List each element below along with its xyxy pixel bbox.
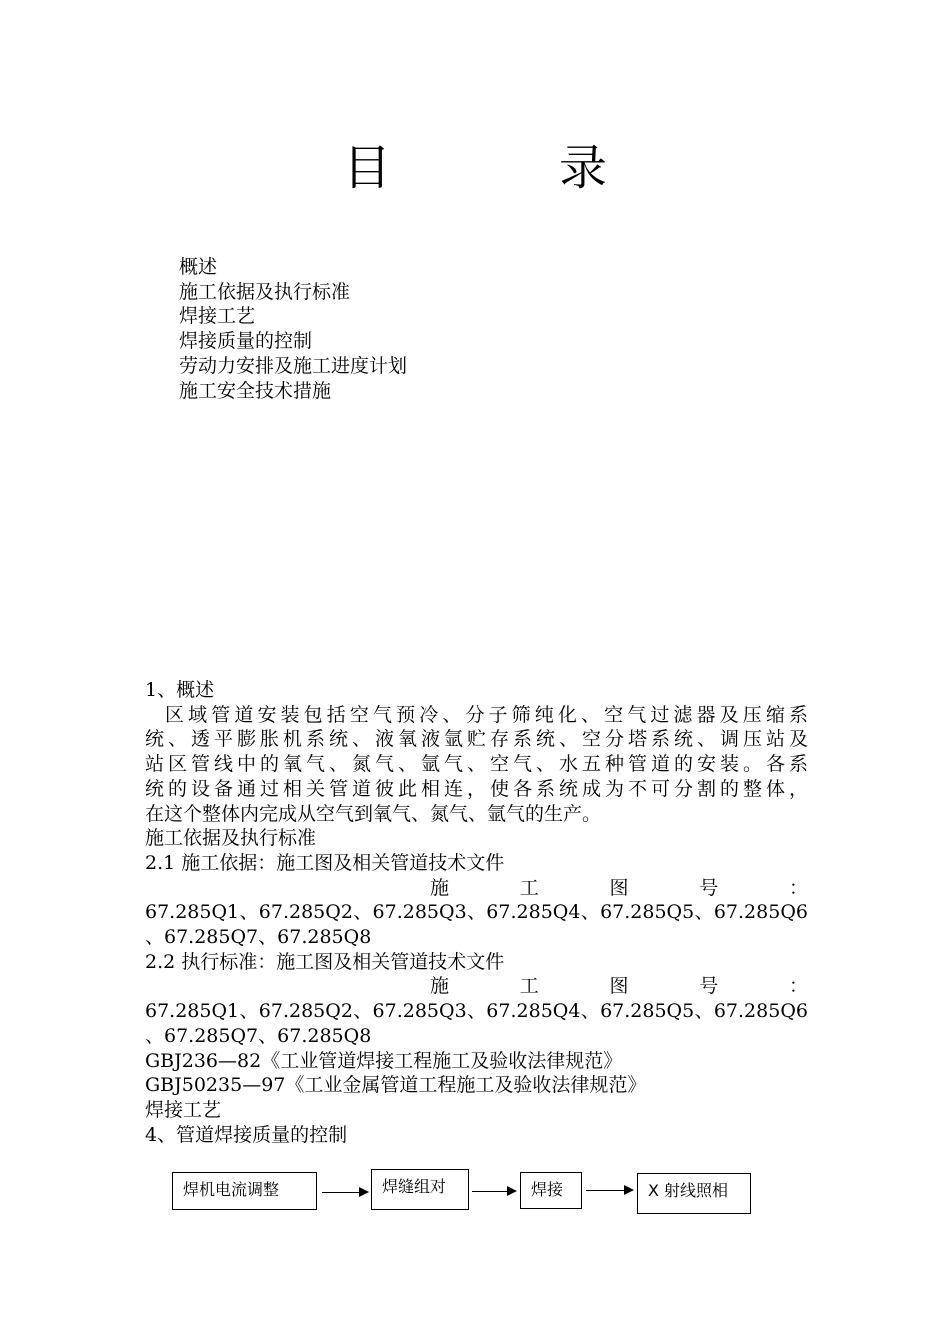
drawing-number-label: 施 工 图 号 ： <box>430 975 808 998</box>
arrow-icon <box>586 1190 632 1191</box>
section-heading: 施工依据及执行标准 <box>145 827 317 850</box>
subsection-heading: 2.2 执行标准：施工图及相关管道技术文件 <box>145 950 505 973</box>
toc-item: 劳动力安排及施工进度计划 <box>179 354 408 377</box>
flow-step-xray: X 射线照相 <box>637 1173 751 1214</box>
toc-item: 施工依据及执行标准 <box>179 280 351 303</box>
page-title: 目 录 <box>342 140 667 196</box>
toc-item: 施工安全技术措施 <box>179 379 332 402</box>
toc-item: 焊接工艺 <box>179 305 256 328</box>
flow-step-welding: 焊接 <box>520 1172 582 1209</box>
flow-step-current-adjust: 焊机电流调整 <box>172 1172 317 1210</box>
table-of-contents <box>179 255 407 403</box>
drawing-numbers: 67.285Q1、67.285Q2、67.285Q3、67.285Q4、67.285Q5、67.285Q6 <box>145 1000 808 1023</box>
drawing-number-label: 施 工 图 号 ： <box>430 876 808 899</box>
paragraph-line: 统的设备通过相关管道彼此相连，使各系统成为不可分割的整体， <box>145 777 808 800</box>
subsection-heading: 2.1 施工依据：施工图及相关管道技术文件 <box>145 851 505 874</box>
drawing-numbers: 、67.285Q7、67.285Q8 <box>145 1024 372 1047</box>
standard-reference: GBJ50235—97《工业金属管道工程施工及验收法律规范》 <box>145 1074 647 1097</box>
standard-reference: GBJ236—82《工业管道焊接工程施工及验收法律规范》 <box>145 1049 623 1072</box>
drawing-numbers: 、67.285Q7、67.285Q8 <box>145 926 372 949</box>
paragraph-line: 统、透平膨胀机系统、液氧液氩贮存系统、空分塔系统、调压站及 <box>145 728 808 751</box>
arrow-icon <box>472 1191 515 1192</box>
paragraph-line: 站区管线中的氧气、氮气、氩气、空气、水五种管道的安装。各系 <box>145 753 808 776</box>
toc-item: 概述 <box>179 256 218 278</box>
flow-step-fitup: 焊缝组对 <box>371 1169 469 1210</box>
section-heading: 焊接工艺 <box>145 1098 222 1121</box>
toc-item: 焊接质量的控制 <box>179 330 313 353</box>
document-body <box>145 678 808 1147</box>
paragraph-line: 在这个整体内完成从空气到氧气、氮气、氩气的生产。 <box>145 802 602 825</box>
drawing-numbers: 67.285Q1、67.285Q2、67.285Q3、67.285Q4、67.285Q5、67.285Q6 <box>145 901 808 924</box>
paragraph-line: 区域管道安装包括空气预冷、分子筛纯化、空气过滤器及压缩系 <box>165 703 808 726</box>
section-heading: 1、概述 <box>145 679 215 701</box>
section-heading: 4、管道焊接质量的控制 <box>145 1123 348 1146</box>
arrow-icon <box>322 1192 367 1193</box>
